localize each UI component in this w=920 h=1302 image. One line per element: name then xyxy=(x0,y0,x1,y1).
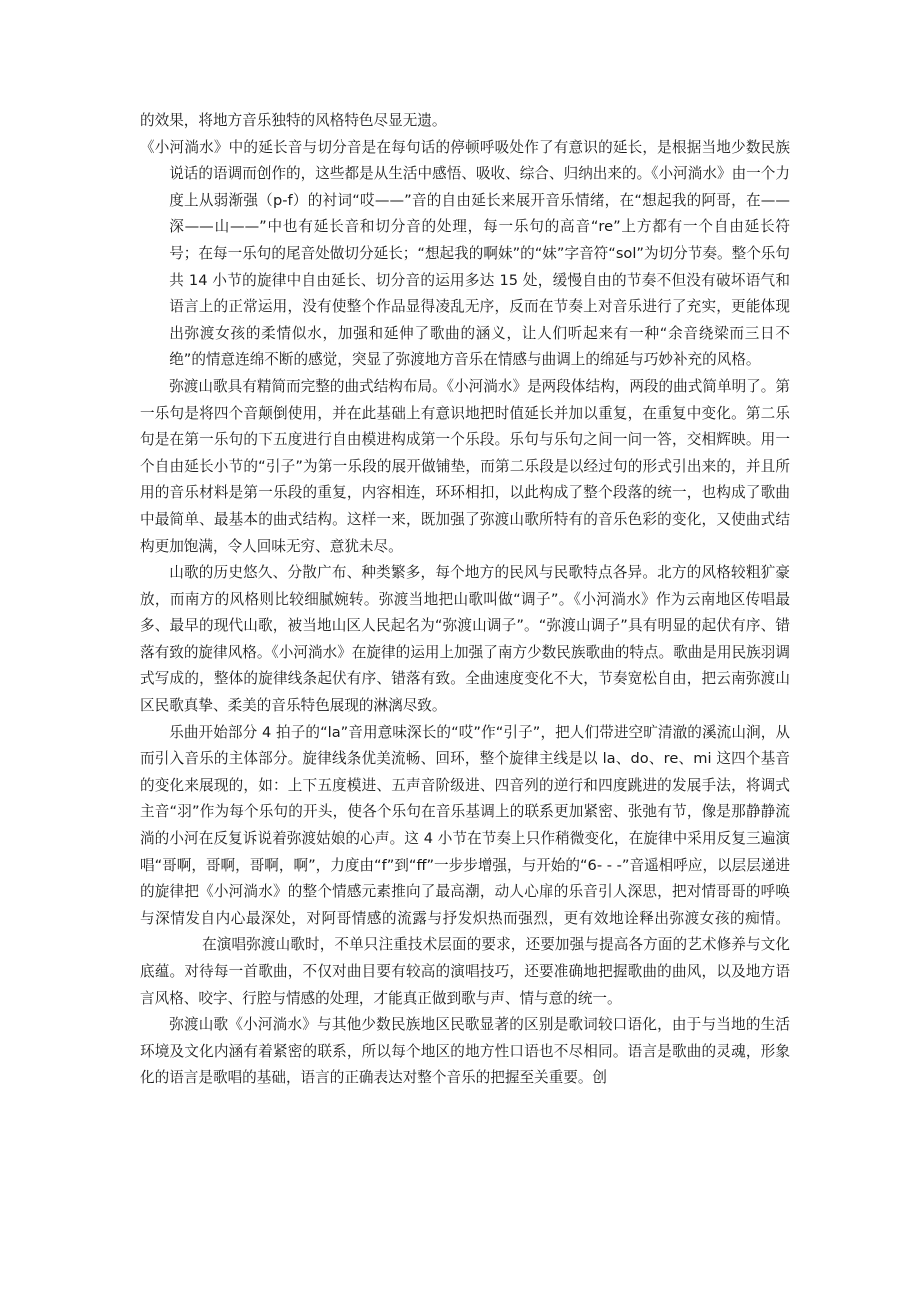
paragraph-2: 《小河淌水》中的延长音与切分音是在每句话的停顿呼吸处作了有意识的延长，是根据当地少数民族说话的语调而创作的，这些都是从生活中感悟、吸收、综合、归纳出来的。《小河淌水》由一个力度上从弱渐强（p-f）的衬词“哎——”音的自由延长来展开音乐情绪，在“想起我的阿哥，在——深——山——”中也有延长音和切分音的处理，每一乐句的高音“re”上方都有一个自由延长符号；在每一乐句的尾音处做切分延长；“想起我的啊妹”的“妹”字音符“sol”为切分节奏。整个乐句共 14 小节的旋律中自由延长、切分音的运用多达 15 处，缓慢自由的节奏不但没有破坏语气和语言上的正常运用，没有使整个作品显得凌乱无序，反而在节奏上对音乐进行了充实，更能体现出弥渡女孩的柔情似水，加强和延伸了歌曲的涵义，让人们听起来有一种“余音绕梁而三日不绝”的情意连绵不断的感觉，突显了弥渡地方音乐在情感与曲调上的绵延与巧妙补充的风格。 xyxy=(140,138,790,369)
paragraph-5 xyxy=(140,720,790,1013)
paragraph-3: 弥渡山歌具有精简而完整的曲式结构布局。《小河淌水》是两段体结构，两段的曲式简单明了。第一乐句是将四个音颠倒使用，并在此基础上有意识地把时值延长并加以重复，在重复中变化。第二乐句是在第一乐句的下五度进行自由模进构成第一个乐段。乐句与乐句之间一问一答，交相辉映。用一个自由延长小节的“引子”为第一乐段的展开做铺垫，而第二乐段是以经过句的形式引出来的，并且所用的音乐材料是第一乐段的重复，内容相连，环环相扣，以此构成了整个段落的统一，也构成了歌曲中最简单、最基本的曲式结构。这样一来，既加强了弥渡山歌所特有的音乐色彩的变化，又使曲式结构更加饱满，令人回味无穷、意犹未尽。 xyxy=(140,377,790,555)
document-body xyxy=(140,108,790,1092)
paragraph-6: 弥渡山歌《小河淌水》与其他少数民族地区民歌显著的区别是歌词较口语化，由于与当地的生活环境及文化内涵有着紧密的联系，所以每个地区的地方性口语也不尽相同。语言是歌曲的灵魂，形象化的语言是歌唱的基础，语言的正确表达对整个音乐的把握至关重要。创 xyxy=(140,1016,790,1087)
paragraph-4: 山歌的历史悠久、分散广布、种类繁多，每个地方的民风与民歌特点各异。北方的风格较粗犷豪放，而南方的风格则比较细腻婉转。弥渡当地把山歌叫做“调子”。《小河淌水》作为云南地区传唱最多、最早的现代山歌，被当地山区人民起名为“弥渡山调子”。“弥渡山调子”具有明显的起伏有序、错落有致的旋律风格。《小河淌水》在旋律的运用上加强了南方少数民族歌曲的特点。歌曲是用民族羽调式写成的，整体的旋律线条起伏有序、错落有致。全曲速度变化不大，节奏宽松自由，把云南弥渡山区民歌真挚、柔美的音乐特色展现的淋漓尽致。 xyxy=(140,564,790,715)
paragraph-5-continuation: 在演唱弥渡山歌时，不单只注重技术层面的要求，还要加强与提高各方面的艺术修养与文化底蕴。对待每一首歌曲，不仅对曲目要有较高的演唱技巧，还要准确地把握歌曲的曲风，以及地方语言风格、咬字、行腔与情感的处理，才能真正做到歌与声、情与意的统一。 xyxy=(140,936,790,1007)
paragraph-1: 的效果，将地方音乐独特的风格特色尽显无遗。 xyxy=(140,112,447,129)
paragraph-5-text: 乐曲开始部分 4 拍子的“la”音用意味深长的“哎”作“引子”，把人们带进空旷清澈的溪流山涧，从而引入音乐的主体部分。旋律线条优美流畅、回环，整个旋律主线是以 la、do、re、mi 这四个基音的变化来展现的，如：上下五度模进、五声音阶级进、四音列的逆行和四度跳进的发展手法，将调式主音“羽”作为每个乐句的开头，使各个乐句在音乐基调上的联系更加紧密、张弛有节，像是那静静流淌的小河在反复诉说着弥渡姑娘的心声。这 4 小节在节奏上只作稍微变化，在旋律中采用反复三遍演唱“哥啊，哥啊，哥啊，啊”，力度由“f”到“ff”一步步增强，与开始的“6- - -”音遥相呼应，以层层递进的旋律把《小河淌水》的整个情感元素推向了最高潮，动人心扉的乐音引人深思，把对情哥哥的呼唤与深情发自内心最深处，对阿哥情感的流露与抒发炽热而强烈，更有效地诠释出弥渡女孩的痴情。 xyxy=(140,723,791,927)
